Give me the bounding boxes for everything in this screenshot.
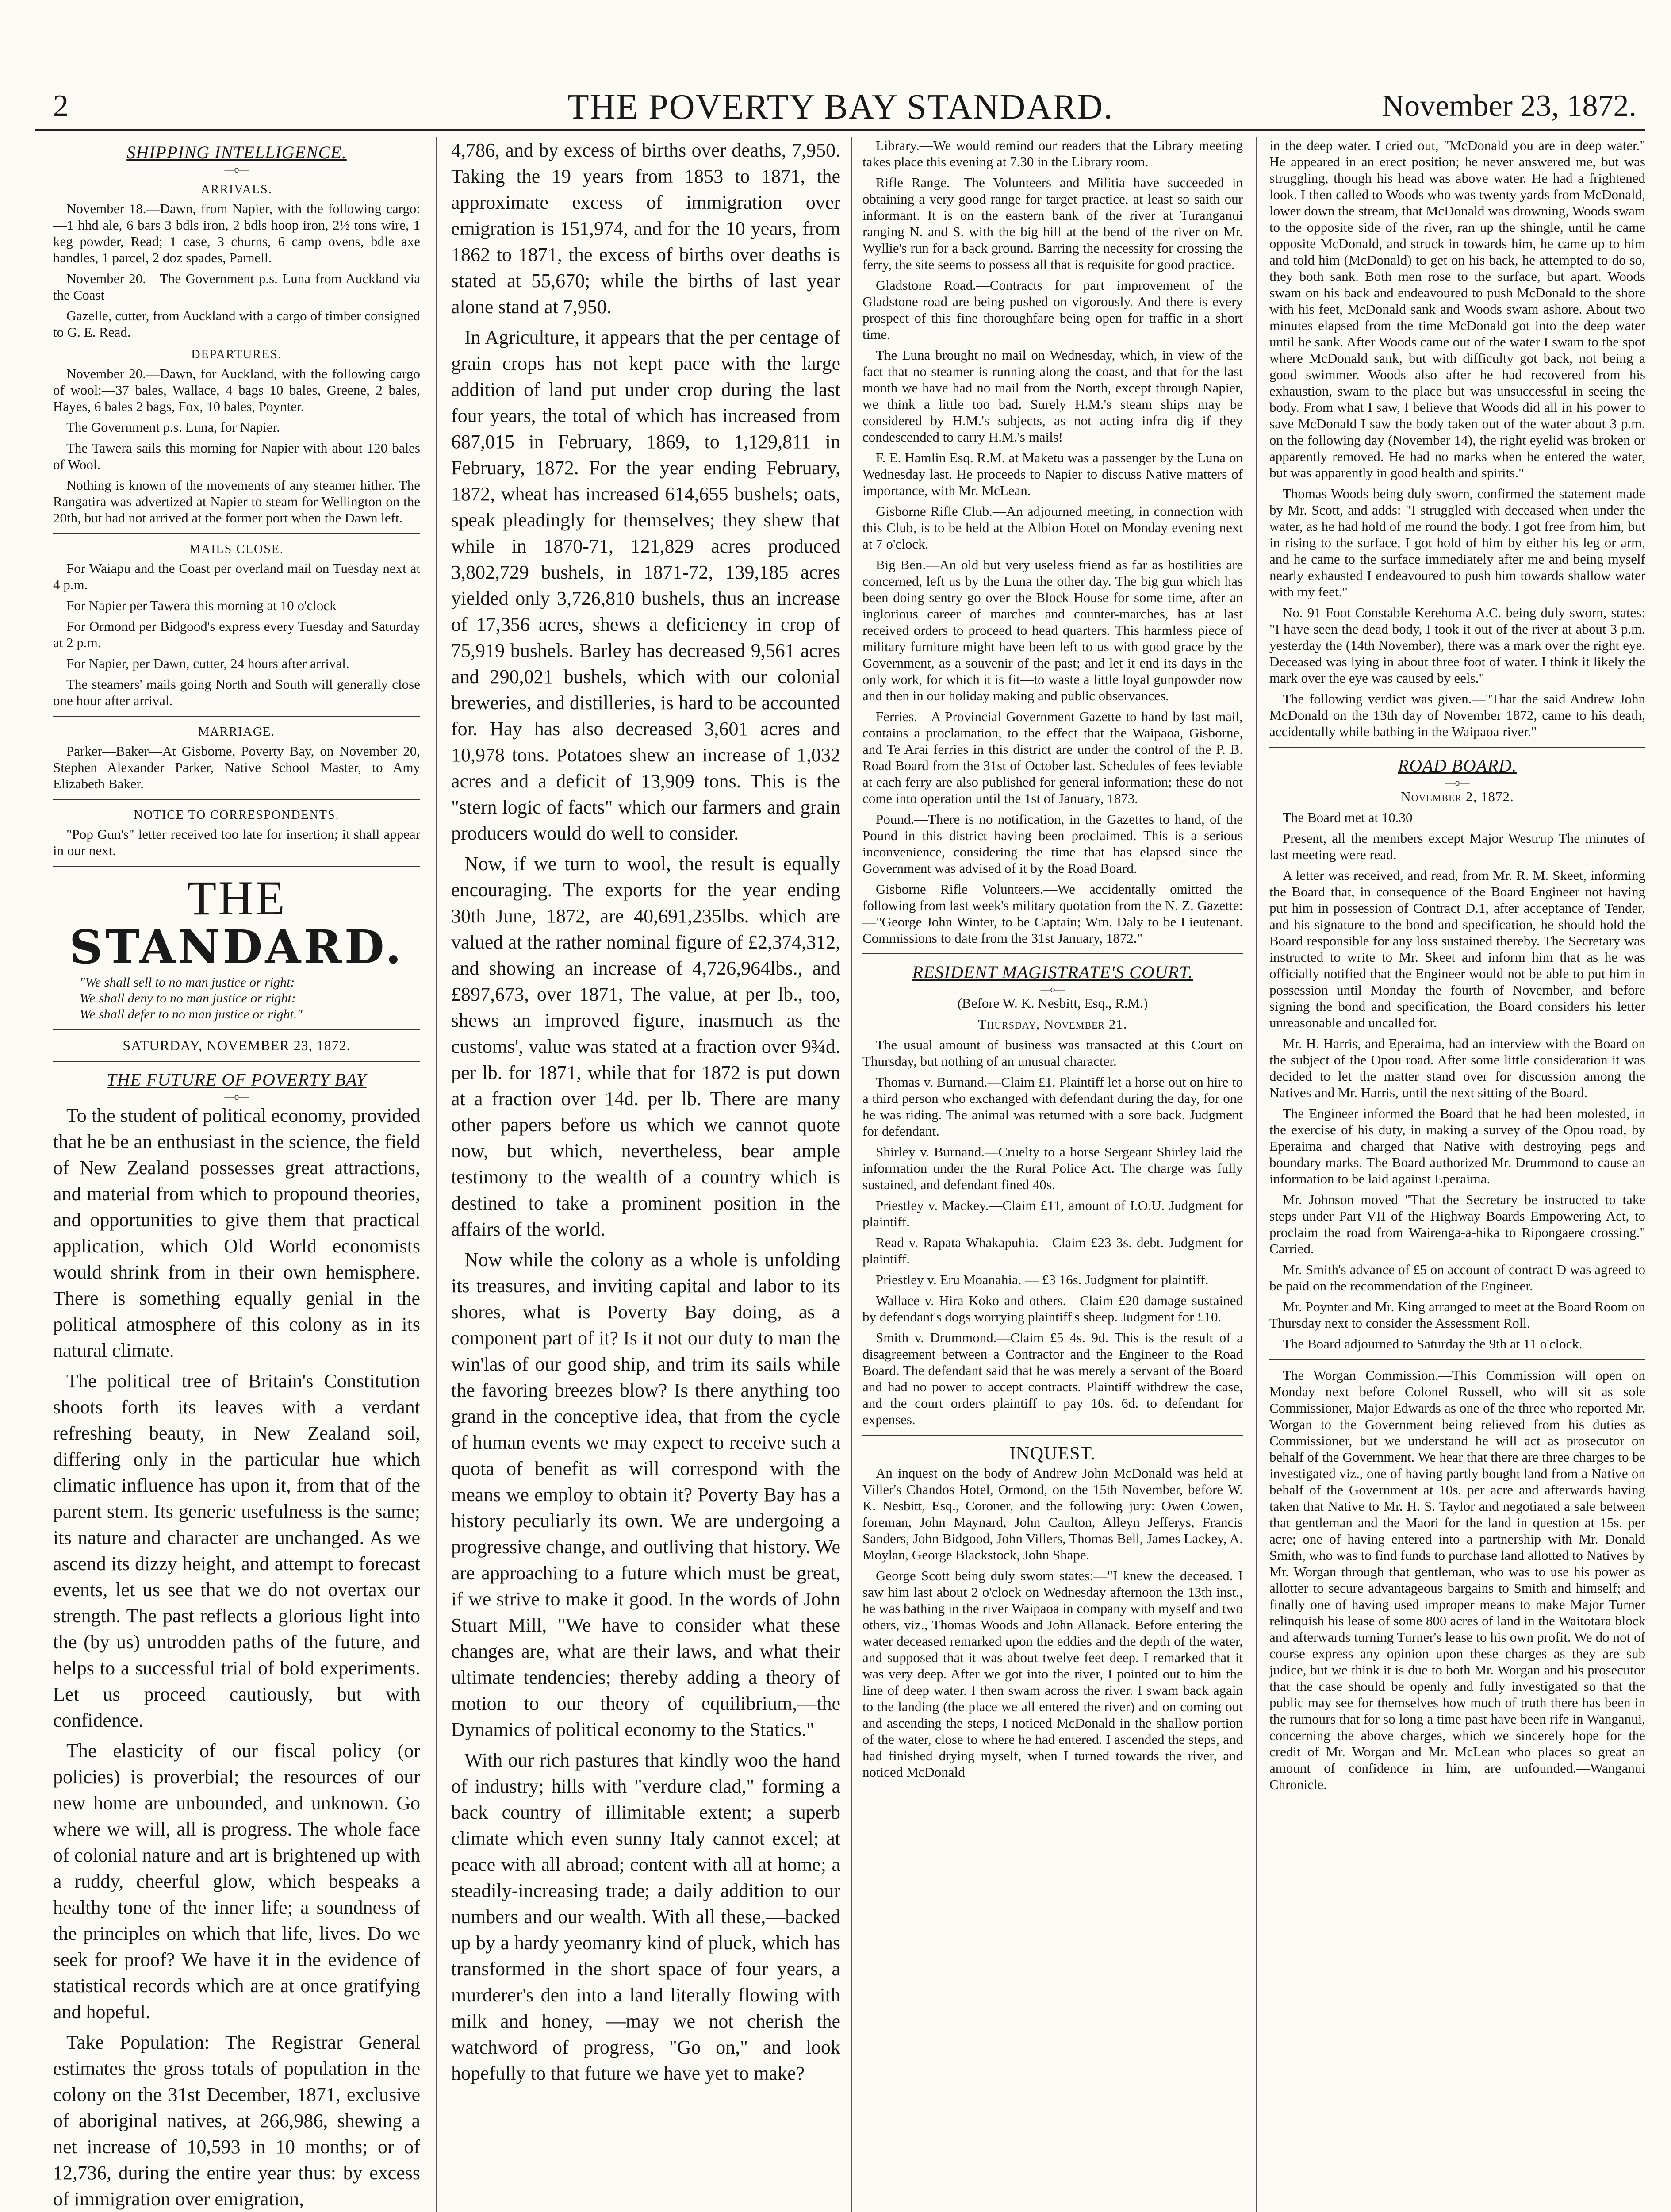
- road-board-paragraph: Mr. Poynter and Mr. King arranged to meet at the Board Room on Thursday next to consider the Assessment Roll.: [1269, 1299, 1645, 1331]
- court-case: The usual amount of business was transacted at this Court on Thursday, but nothing of an unusual character.: [862, 1037, 1243, 1069]
- court-date: Thursday, November 21.: [978, 1016, 1127, 1032]
- column-rule: [436, 137, 437, 2212]
- court-case: Read v. Rapata Whakapuhia.—Claim £23 3s. debt. Judgment for plaintiff.: [862, 1235, 1243, 1267]
- ornament: —o—: [1040, 983, 1065, 995]
- editorial-paragraph: Take Population: The Registrar General estimates the gross totals of population in the colony on the 31st December, 1871, exclusive of aboriginal natives, at 266,986, shewing a net increase of 10,593 in 10 months; or of 12,736, during the entire year thus: by excess of immigration over emigration,: [53, 2032, 420, 2210]
- local-note: Library.—We would remind our readers that the Library meeting takes place this evening at 7.30 in the Library room.: [862, 138, 1243, 169]
- motto-line: "We shall sell to no man justice or right:: [80, 975, 295, 990]
- departures-list: [53, 365, 420, 526]
- motto-line: We shall defer to no man justice or right.": [80, 1007, 303, 1022]
- marriage-notice: Parker—Baker—At Gisborne, Poverty Bay, on November 20, Stephen Alexander Parker, Native School Master, to Amy Elizabeth Baker.: [53, 743, 420, 791]
- inquest-body: [862, 1465, 1243, 1780]
- local-note: Ferries.—A Provincial Government Gazette to hand by last mail, contains a proclamation, to the effect that the Waipaoa, Gisborne, and Te Arai ferries in this district are under the control of the P. B. Road Board from the 31st of October last. Schedules of fees leviable at each ferry are also published for general information; these do not come into operation until the 1st of January, 1873.: [862, 709, 1243, 806]
- local-note: Gisborne Rifle Volunteers.—We accidentally omitted the following from last week's military quotation from the N. Z. Gazette:—"George John Winter, to be Captain; Wm. Daly to be Lieutenant. Commissions to date from the 31st January, 1872.": [862, 881, 1243, 946]
- local-note: F. E. Hamlin Esq. R.M. at Maketu was a passenger by the Luna on Wednesday last. He proceeds to Napier to discuss Native matters of importance, with Mr. McLean.: [862, 450, 1243, 498]
- editorial-paragraph: 4,786, and by excess of births over deaths, 7,950. Taking the 19 years from 1853 to 1871, the approximate excess of immigration over emigration is 151,974, and for the 10 years, from 1862 to 1871, the excess of births over deaths is stated at 55,670; while the births of last year alone stand at 7,950.: [451, 139, 840, 318]
- local-note: Big Ben.—An old but very useless friend as far as hostilities are concerned, left us by the Luna the other day. The big gun which has been doing sentry go over the Block House for some time, after an inglorious career of marches and counter-marches, has at last received orders to proceed to head quarters. This harmless piece of military furniture might have been left to us with good grace by the Government, as a souvenir of the past; and let it end its days in the only work, for which it is fit—to waste a little loyal gunpowder now and then in our holiday making and public observances.: [862, 557, 1243, 703]
- divider: [53, 799, 420, 800]
- shipping-entry: Gazelle, cutter, from Auckland with a cargo of timber consigned to G. E. Read.: [53, 308, 420, 340]
- divider: [53, 1029, 420, 1030]
- inquest-continued: [1269, 137, 1645, 740]
- mail-entry: For Ormond per Bidgood's express every Tuesday and Saturday at 2 p.m.: [53, 618, 420, 650]
- mail-entry: For Napier, per Dawn, cutter, 24 hours after arrival.: [66, 656, 349, 671]
- marriage-heading: MARRIAGE.: [198, 725, 276, 739]
- nameplate-word: STANDARD.: [69, 920, 404, 974]
- mails-list: [53, 560, 420, 709]
- editorial-paragraph: The elasticity of our fiscal policy (or policies) is proverbial; the resources of our new home are unbounded, and unknown. Go where we will, all is progress. The whole face of colonial nature and art is brightened up with a ruddy, cheerful glow, which bespeaks a healthy tone of the inner life; a soundness of the principles on which that life, lives. Do we seek for proof? We have it in the evidence of statistical records which are at once gratifying and hopeful.: [53, 1740, 420, 2023]
- local-note: The Luna brought no mail on Wednesday, which, in view of the fact that no steamer is running along the coast, and that for the last month we have had no mail from the North, except through Napier, we think a little too bad. Surely H.M.'s steam ships may be considered by H.M.'s subjects, as not acting infra dig if they condescended to carry H.M.'s mails!: [862, 347, 1243, 445]
- road-board-paragraph: The Engineer informed the Board that he had been molested, in the exercise of his duty, in making a survey of the Opou road, by Eperaima and charged that Native with destroying pegs and boundary marks. The Board authorized Mr. Drummond to cause an information to be laid against Eperaima.: [1269, 1106, 1645, 1187]
- ornament: —o—: [224, 1091, 249, 1102]
- mail-entry: For Waiapu and the Coast per overland mail on Tuesday next at 4 p.m.: [53, 561, 420, 592]
- column-3: [862, 137, 1243, 2212]
- court-case: Priestley v. Mackey.—Claim £11, amount of I.O.U. Judgment for plaintiff.: [862, 1198, 1243, 1229]
- inquest-paragraph: The following verdict was given.—"That the said Andrew John McDonald on the 13th day of November 1872, came to his death, accidentally while bathing in the Waipaoa river.": [1269, 691, 1645, 739]
- court-cases: [862, 1037, 1243, 1428]
- court-case: Thomas v. Burnand.—Claim £1. Plaintiff let a horse out on hire to a third person who exchanged with defendant during the day, for one he was riding. The animal was returned with a sore back. Judgment for defendant.: [862, 1074, 1243, 1139]
- divider: [53, 533, 420, 534]
- inquest-paragraph: No. 91 Foot Constable Kerehoma A.C. being duly sworn, states: "I have seen the dead body, I took it out of the river at about 3 p.m. yesterday the (14th November), there was a mark over the right eye. Deceased was lying in about three foot of water. I think it likely the mark over the eye was caused by eels.": [1269, 605, 1645, 686]
- local-note: Gisborne Rifle Club.—An adjourned meeting, in connection with this Club, is to be held at the Albion Hotel on Monday evening next at 7 o'clock.: [862, 503, 1243, 552]
- page-number: 2: [53, 89, 69, 123]
- issue-date: November 23, 1872.: [1382, 89, 1637, 123]
- divider: [53, 716, 420, 717]
- editorial-title: THE FUTURE OF POVERTY BAY: [107, 1070, 367, 1090]
- road-board-paragraph: Present, all the members except Major Westrup The minutes of last meeting were read.: [1269, 830, 1645, 862]
- mails-heading: MAILS CLOSE.: [189, 542, 284, 556]
- worgan-commission: The Worgan Commission.—This Commission will open on Monday next before Colonel Russell, who will sit as sole Commissioner, Major Edwards as one of the three who reported Mr. Worgan to the Government being relieved from his duties as Commissioner, but we understand he will act as prosecutor on behalf of the Government. We hear that there are three charges to be investigated viz., one of having partly bought land from a Native on behalf of the Government at 10s. per acre and afterwards having taken that Native to Mr. H. S. Taylor and negotiated a sale between that gentleman and the Maori for the land in question at 15s. per acre; one of having entered into a partnership with Mr. Donald Smith, who was to find funds to purchase land allotted to Natives by Mr. Worgan through that gentleman, who was to use his power as allotter to secure advantageous bargains to Smith and himself; and finally one of having used improper means to make Major Turner relinquish his lease of some 800 acres of land in the Waitotara block and afterwards turning Turner's lease to his own profit. We do not of course express any opinion upon these charges as they are sub judice, but we think it is due to both Mr. Worgan and his prosecutor that the case should be openly and fully investigated so that the public may see for themselves how much of truth there has been in the rumours that for so long a time past have been rife in Wanganui, concerning the above charges, which we sincerely hope for the credit of Mr. Worgan and Mr. McLean who places so great an amount of confidence in him, are unfounded.—Wanganui Chronicle.: [1269, 1367, 1645, 1792]
- newspaper-title: THE POVERTY BAY STANDARD.: [567, 88, 1114, 127]
- standard-nameplate: [53, 871, 420, 974]
- shipping-title: SHIPPING INTELLIGENCE.: [126, 142, 347, 162]
- editorial-paragraph: The political tree of Britain's Constitution shoots forth its leaves with a verdant refreshing beauty, in New Zealand soil, differing only in the particular hue which climatic influence has upon it, from that of the parent stem. Its generic usefulness is the same; its nature and character are unchanged. As we ascend its dizzy height, and attempt to forecast events, let us see that we do not overtax our strength. The past reflects a glorious light into the (by us) untrodden paths of the future, and helps to a successful trial of bold experiments. Let us proceed cautiously, but with confidence.: [53, 1370, 420, 1731]
- shipping-entry: Nothing is known of the movements of any steamer hither. The Rangatira was advertized at Napier to steam for Wellington on the 20th, but had not arrived at the former port when the Dawn left.: [53, 477, 420, 526]
- mail-entry: For Napier per Tawera this morning at 10 o'clock: [66, 598, 337, 613]
- road-board-paragraph: The Board met at 10.30: [1283, 810, 1413, 825]
- editorial-paragraph: Now, if we turn to wool, the result is equally encouraging. The exports for the year ending 30th June, 1872, are 40,691,235lbs. which are valued at the rather nominal figure of £2,374,312, and showing an increase of 4,726,964lbs., and £897,673, over 1871, The value, at per lb., too, shews an improved figure, inasmuch as the customs', value was stated at a fraction over 9¾d. per lb. for 1871, while that for 1872 is put down at a fraction over 14d. per lb. There are many other papers before us which we cannot quote now, but which, nevertheless, bear ample testimony to the wealth of a country which is destined to take a prominent position in the affairs of the world.: [451, 853, 840, 1240]
- court-title: RESIDENT MAGISTRATE'S COURT.: [912, 962, 1193, 982]
- editorial-paragraph: In Agriculture, it appears that the per centage of grain crops has not kept pace with the large addition of land put under crop during the last four years, the total of which has increased from 687,015 in February, 1869, to 1,129,811 in February, 1872. For the year ending February, 1872, wheat has increased 614,655 bushels; oats, speak pleadingly for themselves; they shew that while in 1870-71, 121,829 acres produced 3,802,729 bushels, in 1871-72, 139,185 acres yielded only 3,726,810 bushels, thus an increase of 17,356 acres, shews a deficiency in crop of 75,919 bushels. Barley has decreased 9,561 acres and 290,021 bushels, which with our colonial breweries, and distilleries, is hard to be accounted for. Hay has also decreased 3,601 acres and 10,978 tons. Potatoes shew an increase of 1,032 acres and a deficit of 13,909 tons. This is the "stern logic of facts" which our farmers and grain producers would do well to consider.: [451, 326, 840, 844]
- column-rule: [851, 137, 852, 2212]
- inquest-title: INQUEST.: [1009, 1444, 1096, 1464]
- editorial-paragraph: Now while the colony as a whole is unfolding its treasures, and inviting capital and labor to its shores, what is Poverty Bay doing, as a component part of it? Is it not our duty to man the win'las of our good ship, and trim its sails while the favoring breezes blow? Is there anything too grand in the conceptive idea, that from the cycle of human events we may expect to receive such a quota of benefit as will correspond with the means we employ to obtain it? Poverty Bay has a history peculiarly its own. We are undergoing a progressive change, and outliving that history. We are approaching to a future which must be great, if we strive to make it good. In the words of John Stuart Mill, "We have to consider what these changes are, what are their laws, and what their ultimate tendencies; thereby adding a theory of motion to our theory of equilibrium,—the Dynamics of political economy to the Statics.": [451, 1249, 840, 1740]
- inquest-paragraph: Thomas Woods being duly sworn, confirmed the statement made by Mr. Scott, and adds: "I struggled with deceased when under the water, as he had hold of me round the body. I got free from him, but in rising to the surface, I got hold of him by either his leg or arm, and he came to the surface immediately after me and being myself nearly exhausted I endeavoured to push him towards shallow water with my feet.": [1269, 486, 1645, 599]
- local-note: Rifle Range.—The Volunteers and Militia have succeeded in obtaining a very good range for target practice, at least so saith our informant. It is on the eastern bank of the river at Turanganui ranging N. and S. with the big hill at the bend of the river on Mr. Wyllie's run for a back ground. Barring the necessity for crossing the ferry, the site seems to possess all that is requisite for good practice.: [862, 175, 1243, 272]
- editorial-paragraph: To the student of political economy, provided that he be an enthusiast in the science, the field of New Zealand possesses great attractions, and material from which to propound theories, and opportunities to give them that practical application, which Old World economists would shrink from in their own hemisphere. There is something equally genial in the political atmosphere of this colony as in its natural climate.: [53, 1105, 420, 1361]
- shipping-entry: The Government p.s. Luna, for Napier.: [66, 419, 280, 435]
- departures-heading: DEPARTURES.: [191, 348, 282, 361]
- editorial-body: [53, 1102, 420, 2212]
- shipping-entry: November 20.—The Government p.s. Luna from Auckland via the Coast: [53, 271, 420, 303]
- road-board-paragraph: A letter was received, and read, from Mr. R. M. Skeet, informing the Board that, in consequence of the Board Engineer not having put him in possession of Contract D.1, after acceptance of Tender, and his signature to the bond and specification, he should hold the Board responsible for any loss sustained thereby. The Secretary was instructed to write to Mr. Skeet and inform him that as he was officially notified that the Engineer would not be able to put him in possession until Monday the fourth of November, and before signing the bond and specification, the Board considers his letter unreasonable and uncalled for.: [1269, 868, 1645, 1030]
- masthead: [35, 88, 1645, 131]
- column-rule: [1256, 137, 1257, 2212]
- motto: [53, 975, 420, 1022]
- arrivals-list: [53, 200, 420, 340]
- mail-entry: The steamers' mails going North and South will generally close one hour after arrival.: [53, 676, 420, 708]
- road-board-date: November 2, 1872.: [1401, 789, 1514, 804]
- shipping-entry: November 20.—Dawn, for Auckland, with the following cargo of wool:—37 bales, Wallace, 4 bags 10 bales, Greene, 2 bales, Hayes, 6 bales 2 bags, Fox, 10 bales, Poynter.: [53, 366, 420, 414]
- court-case: Priestley v. Eru Moanahia. — £3 16s. Judgment for plaintiff.: [876, 1272, 1209, 1287]
- road-board-title: ROAD BOARD.: [1398, 756, 1517, 776]
- shipping-entry: The Tawera sails this morning for Napier with about 120 bales of Wool.: [53, 440, 420, 472]
- column-2: [451, 137, 840, 2212]
- local-notes: [862, 137, 1243, 946]
- editorial-date: SATURDAY, NOVEMBER 23, 1872.: [123, 1037, 351, 1053]
- divider: [1269, 1359, 1645, 1360]
- local-note: Pound.—There is no notification, in the Gazettes to hand, of the Pound in this district having been proclaimed. This is a serious inconvenience, considering the time that has elapsed since the Government was advised of it by the Road Board.: [862, 811, 1243, 876]
- column-4: [1269, 137, 1645, 2212]
- divider: [862, 1435, 1243, 1436]
- inquest-paragraph: in the deep water. I cried out, "McDonald you are in deep water." He appeared in an erect position; he never answered me, but was struggling, though his head was above water. He had a frightened look. I then called to Woods who was twenty yards from McDonald, lower down the stream, that McDonald was drowning, Woods swam to the opposite side of the river, ran up the shingle, until he came opposite McDonald, and struck in towards him, he came up to him and told him (McDonald) to get on his back, he attempted to do so, they both sank. Both men rose to the surface, but apart. Woods swam on his back and endeavoured to push McDonald to the shore with his feet, McDonald sank and Woods swam ashore. About two minutes elapsed from the time McDonald got into the deep water until he sank. After Woods came out of the water I swam to the spot where McDonald sank, but with difficulty got back, not being a good swimmer. Woods also after he had recovered from his exhaustion, swam to the place but was unsuccessful in seeing the body. From what I saw, I believe that Woods did all in his power to save McDonald I saw the body taken out of the water about 3 p.m. on the following day (November 14), the right eyelid was broken or apparently removed. He had no marks when he entered the water, but was apparently in good health and spirits.": [1269, 138, 1645, 480]
- correspondents-notice: "Pop Gun's" letter received too late for insertion; it shall appear in our next.: [53, 826, 420, 858]
- divider: [1269, 747, 1645, 748]
- divider: [53, 866, 420, 867]
- inquest-paragraph: An inquest on the body of Andrew John McDonald was held at Viller's Chandos Hotel, Ormond, on the 15th November, before W. K. Nesbitt, Esq., Coroner, and the following jury: Owen Cowen, foreman, John Maynard, John Caulton, Alleyn Jefferys, Francis Sanders, John Bidgood, John Villers, Thomas Bell, James Lackey, A. Moylan, George Blackstock, John Shape.: [862, 1465, 1243, 1563]
- court-magistrate: (Before W. K. Nesbitt, Esq., R.M.): [957, 995, 1148, 1011]
- local-note: Gladstone Road.—Contracts for part improvement of the Gladstone road are being pushed on vigorously. And there is every prospect of this fine thoroughfare being open for traffic in a short time.: [862, 277, 1243, 342]
- nameplate-the: THE: [187, 871, 287, 925]
- road-board-paragraph: The Board adjourned to Saturday the 9th at 11 o'clock.: [1283, 1336, 1583, 1352]
- motto-line: We shall deny to no man justice or right:: [80, 991, 296, 1006]
- road-board-body: [1269, 809, 1645, 1352]
- ornament: —o—: [1445, 777, 1470, 788]
- court-case: Smith v. Drummond.—Claim £5 4s. 9d. This is the result of a disagreement between a Contractor and the Engineer to the Road Board. The defendant said that he was merely a servant of the Board and had no power to accept contracts. Plaintiff withdrew the case, and the court orders plaintiff to pay 10s. 6d. to defendant for expenses.: [862, 1330, 1243, 1427]
- ornament: —o—: [224, 164, 249, 175]
- divider: [53, 1061, 420, 1062]
- divider: [862, 953, 1243, 954]
- road-board-paragraph: Mr. Johnson moved "That the Secretary be instructed to take steps under Part VII of the Highway Boards Empowering Act, to proclaim the road from Wairenga-a-hika to Ripongaere crossing." Carried.: [1269, 1192, 1645, 1256]
- court-case: Shirley v. Burnand.—Cruelty to a horse Sergeant Shirley laid the information under the the Rural Police Act. The charge was fully sustained, and defendant fined 40s.: [862, 1144, 1243, 1192]
- column-1: [53, 137, 420, 2212]
- editorial-paragraph: With our rich pastures that kindly woo the hand of industry; hills with "verdure clad," forming a back country of illimitable extent; a superb climate which even sunny Italy cannot excel; at peace with all abroad; content with all at home; a steadily-increasing trade; a daily addition to our numbers and our wealth. With all these,—backed up by a hardy yeomanry kind of pluck, which has transformed in the short space of four years, a murderer's den into a land literally flowing with milk and honey, —may we not cherish the watchword of progress, "Go on," and look hopefully to that future we have yet to make?: [451, 1749, 840, 2084]
- shipping-entry: November 18.—Dawn, from Napier, with the following cargo:—1 hhd ale, 6 bars 3 bdls iron, 2 bdls hoop iron, 2½ tons wire, 1 keg powder, Read; 1 case, 3 churns, 6 camp ovens, bdle axe handles, 1 parcel, 2 doz spades, Parnell.: [53, 201, 420, 265]
- court-case: Wallace v. Hira Koko and others.—Claim £20 damage sustained by defendant's dogs worrying plaintiff's sheep. Judgment for £10.: [862, 1293, 1243, 1325]
- road-board-paragraph: Mr. H. Harris, and Eperaima, had an interview with the Board on the subject of the Opou road. After some little consideration it was decided to let the matter stand over for discussion among the Natives and Mr. Harris, until the next sitting of the Board.: [1269, 1036, 1645, 1100]
- inquest-paragraph: George Scott being duly sworn states:—"I knew the deceased. I saw him last about 2 o'clock on Wednesday afternoon the 13th inst., he was bathing in the river Waipaoa in company with myself and two others, viz., Thomas Woods and John Allanack. Before entering the water deceased remarked upon the eddies and the depth of the water, and supposed that it was about twelve feet deep. I remarked that it was very deep. After we got into the river, I pointed out to him the line of deep water. I then swam across the river. I swam back again to the landing (the place we all entered the river) and on coming out and ascending the steps, I noticed McDonald in the shallow portion of the water, close to where he had entered. I ascended the steps, and had finished drying myself, when I turned towards the river, and noticed McDonald: [862, 1568, 1243, 1780]
- road-board-paragraph: Mr. Smith's advance of £5 on account of contract D was agreed to be paid on the recommendation of the Engineer.: [1269, 1262, 1645, 1294]
- arrivals-heading: ARRIVALS.: [201, 183, 272, 196]
- notice-heading: NOTICE TO CORRESPONDENTS.: [134, 808, 340, 822]
